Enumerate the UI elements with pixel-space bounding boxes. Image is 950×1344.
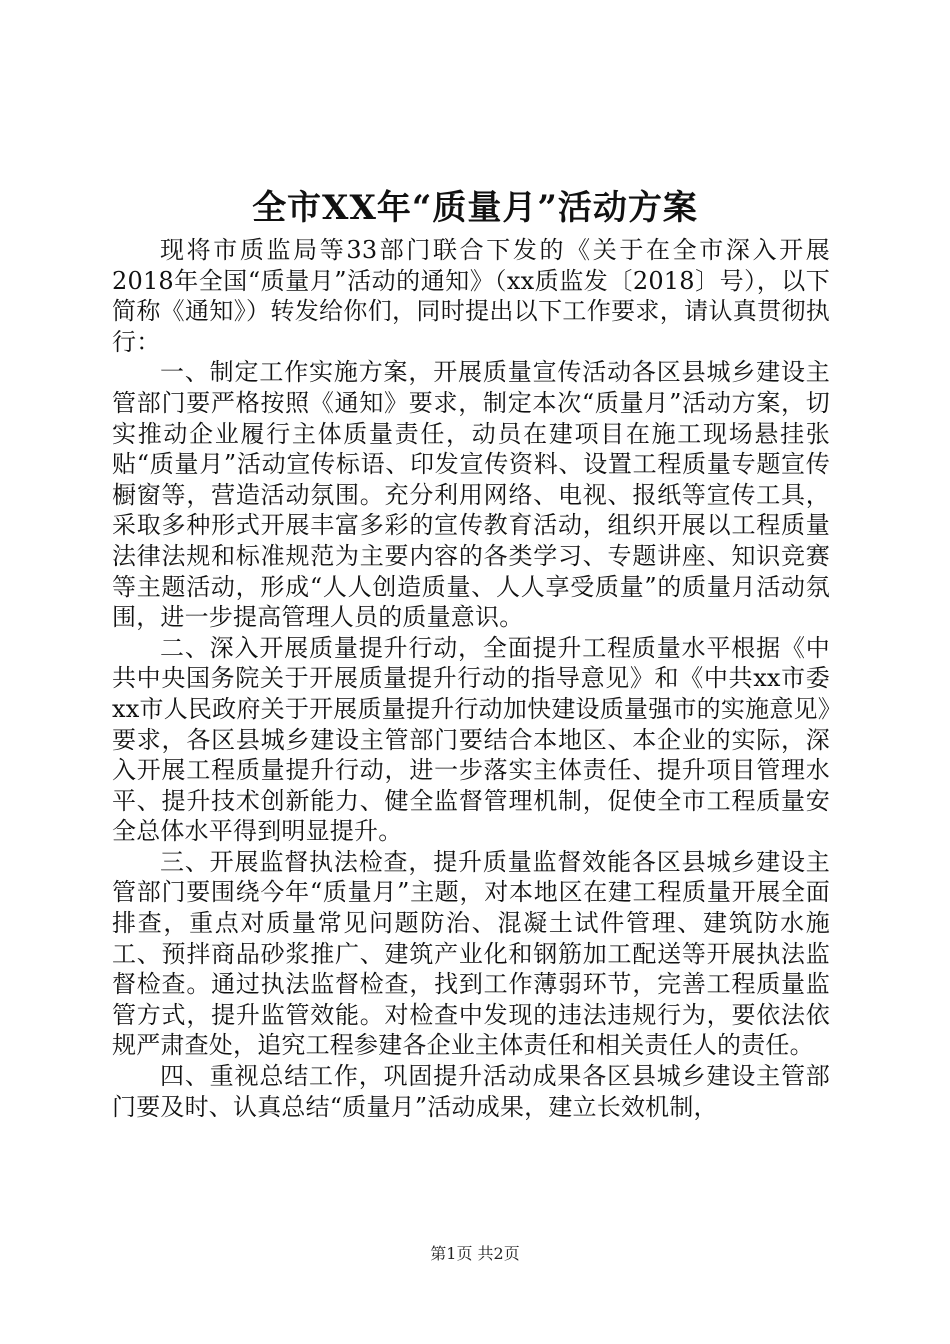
paragraph-section-2: 二、深入开展质量提升行动，全面提升工程质量水平根据《中共中央国务院关于开展质量提升行动的指导意见》和《中共xx市委xx市人民政府关于开展质量提升行动加快建设质量强市的实施意见》要求，各区县城乡建设主管部门要结合本地区、本企业的实际，深入开展工程质量提升行动，进一步落实主体责任、提升项目管理水平、提升技术创新能力、健全监督管理机制，促使全市工程质量安全总体水平得到明显提升。 [112,633,830,846]
paragraph-intro: 现将市质监局等33部门联合下发的《关于在全市深入开展2018年全国“质量月”活动的通知》（xx质监发〔2018〕号），以下简称《通知》）转发给你们，同时提出以下工作要求，请认真贯彻执行： [112,236,830,356]
paragraph-section-4: 四、重视总结工作，巩固提升活动成果各区县城乡建设主管部门要及时、认真总结“质量月”活动成果，建立长效机制， [112,1062,830,1121]
document-body [112,235,830,1122]
page-title: 全市XX年“质量月”活动方案 [252,188,698,228]
paragraph-section-1: 一、制定工作实施方案，开展质量宣传活动各区县城乡建设主管部门要严格按照《通知》要求，制定本次“质量月”活动方案，切实推动企业履行主体质量责任，动员在建项目在施工现场悬挂张贴“质量月”活动宣传标语、印发宣传资料、设置工程质量专题宣传橱窗等，营造活动氛围。充分利用网络、电视、报纸等宣传工具，采取多种形式开展丰富多彩的宣传教育活动，组织开展以工程质量法律法规和标准规范为主要内容的各类学习、专题讲座、知识竞赛等主题活动，形成“人人创造质量、人人享受质量”的质量月活动氛围，进一步提高管理人员的质量意识。 [112,358,830,632]
paragraph-section-3: 三、开展监督执法检查，提升质量监督效能各区县城乡建设主管部门要围绕今年“质量月”主题，对本地区在建工程质量开展全面排查，重点对质量常见问题防治、混凝土试件管理、建筑防水施工、预拌商品砂浆推广、建筑产业化和钢筋加工配送等开展执法监督检查。通过执法监督检查，找到工作薄弱环节，完善工程质量监管方式，提升监管效能。对检查中发现的违法违规行为，要依法依规严肃查处，追究工程参建各企业主体责任和相关责任人的责任。 [112,847,830,1060]
page-number-footer: 第1页 共2页 [430,1244,520,1263]
